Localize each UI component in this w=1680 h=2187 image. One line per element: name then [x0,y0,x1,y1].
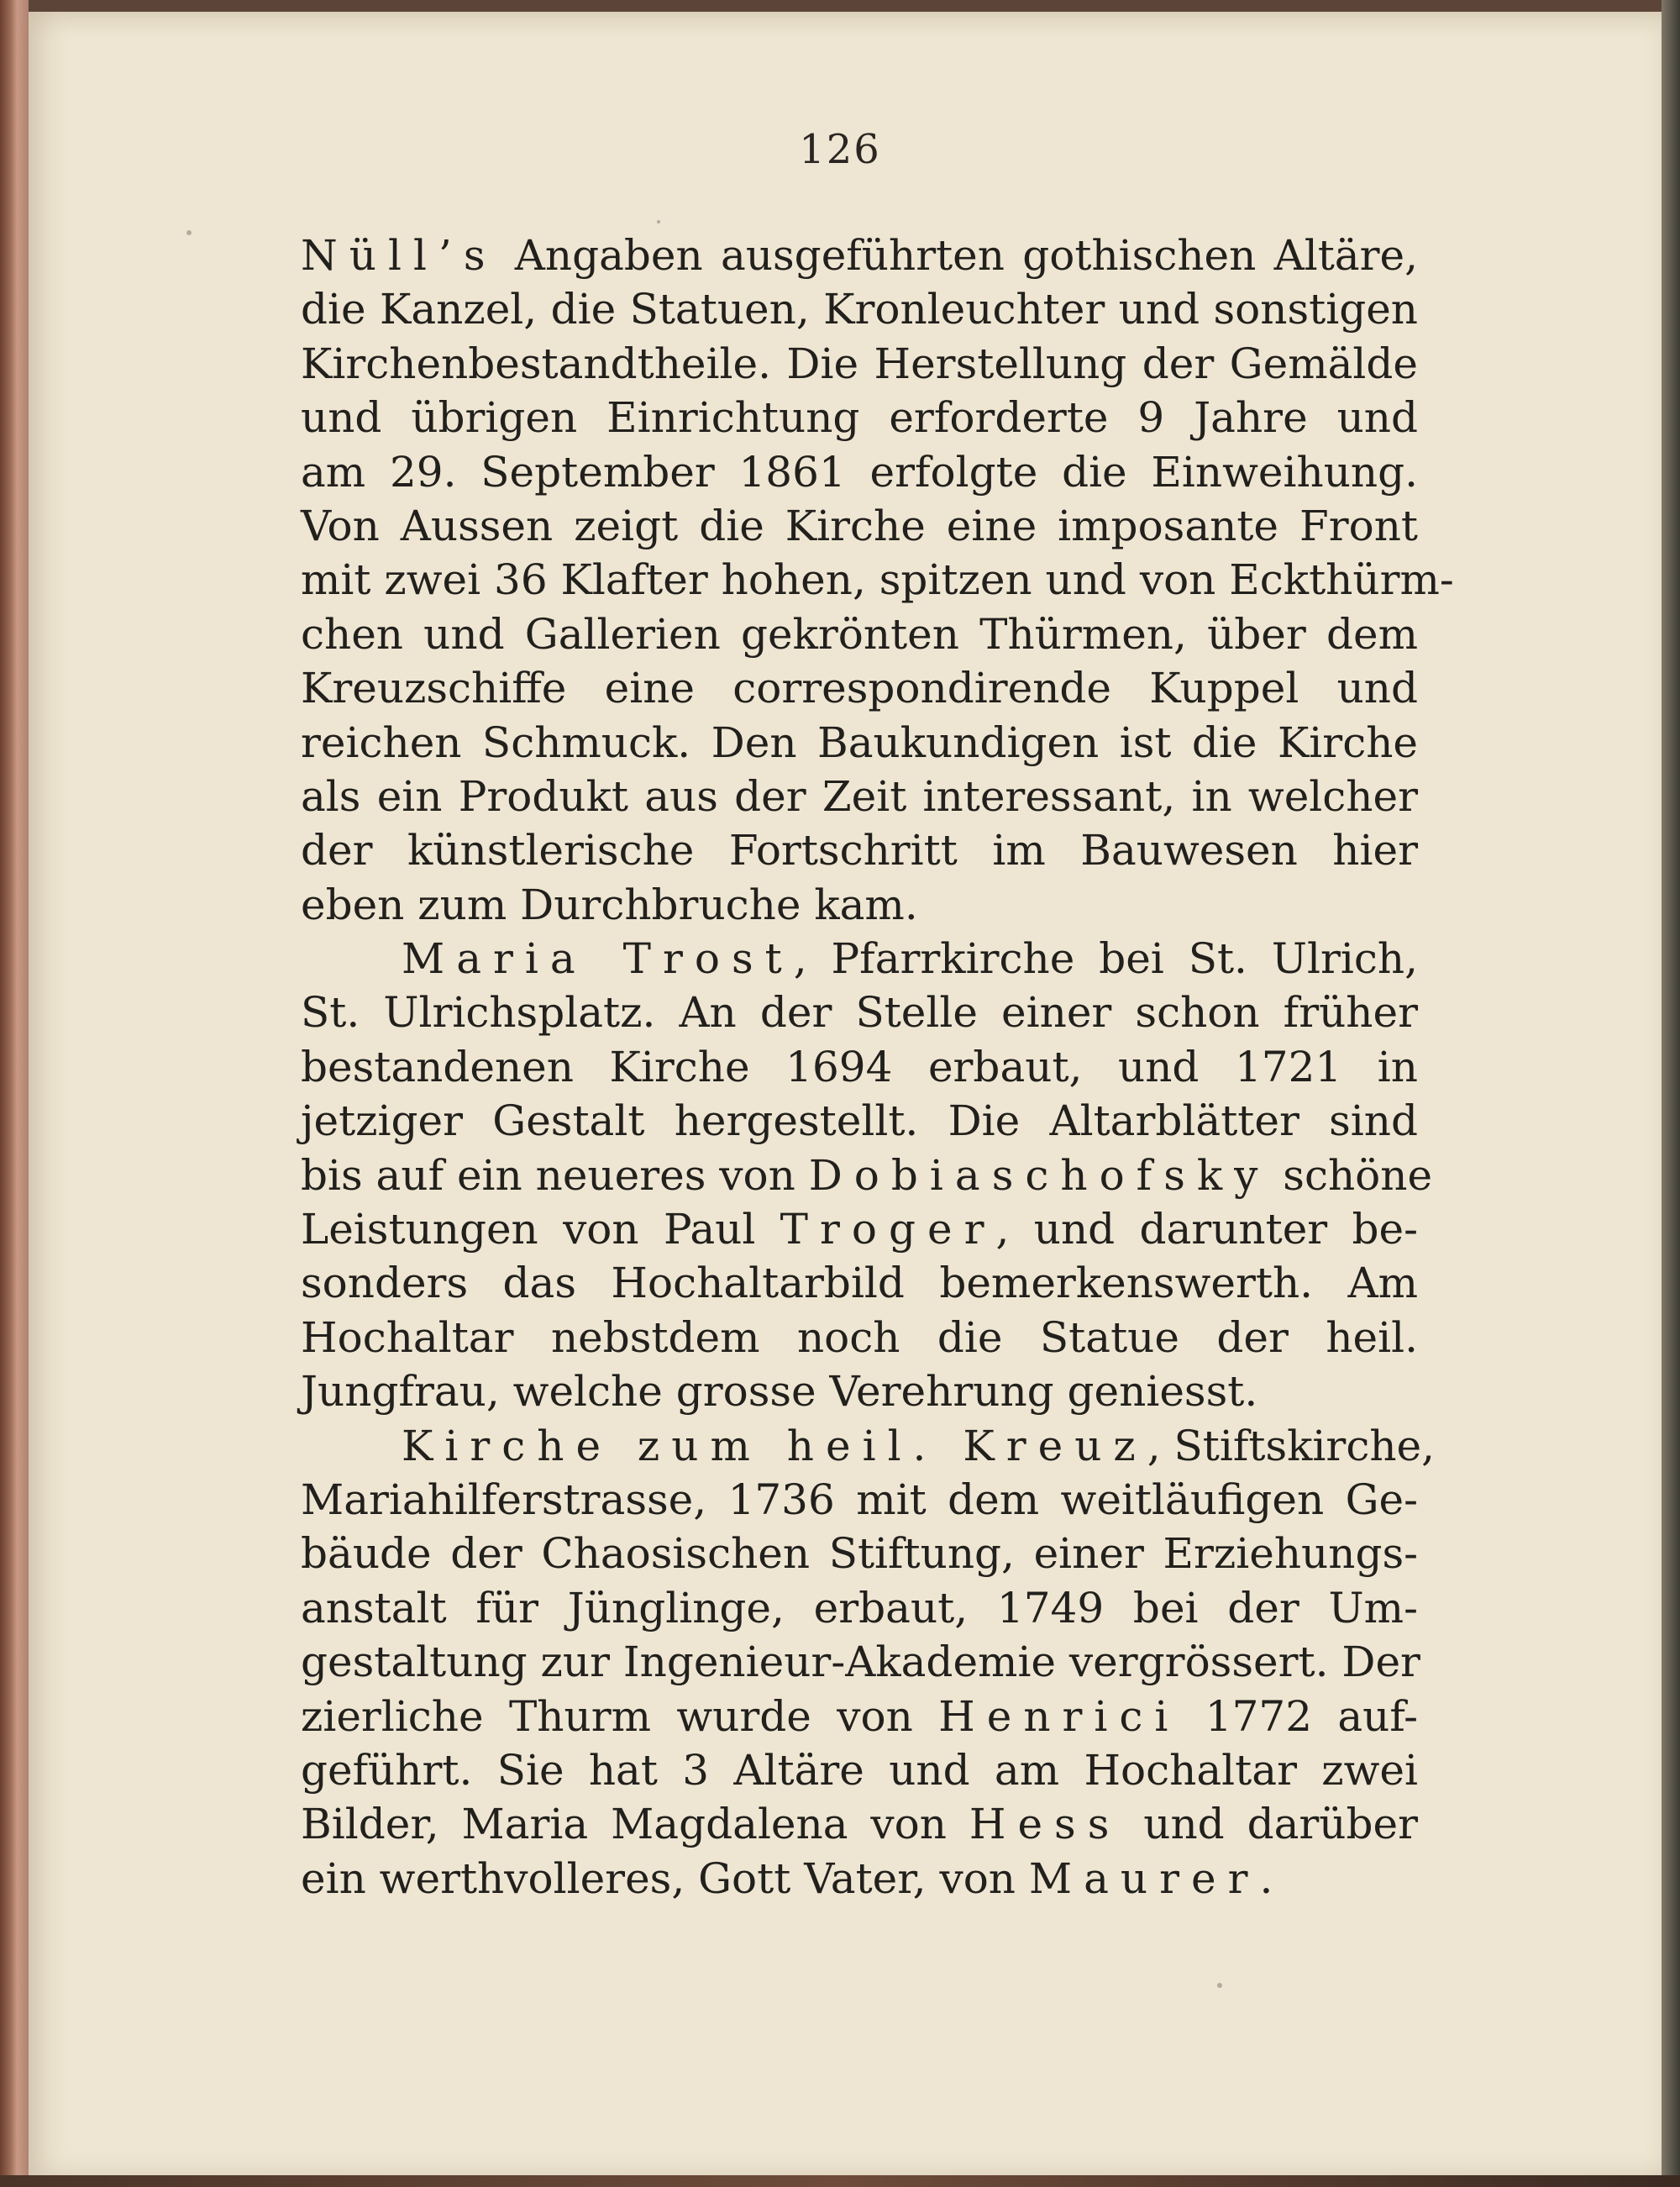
spaced-name: Maria Trost [402,934,794,984]
body-text [301,229,1454,1906]
text-segment: ein werthvolleres, Gott Vater, von [301,1853,1029,1903]
text-segment: St. Ulrichsplatz. An der Stelle einer schon früher [301,988,1418,1038]
text-segment: der künstlerische Fortschritt im Bauwesen hier [301,826,1418,875]
text-segment: als ein Produkt aus der Zeit interessant, in welcher [301,771,1418,821]
text-segment: bestandenen Kirche 1694 erbaut, und 1721 in [301,1042,1418,1091]
paragraph [301,1419,1436,1906]
text-line [301,1690,1418,1743]
text-line [301,391,1418,444]
paragraph [301,932,1433,1419]
text-segment: , und darunter be- [995,1205,1419,1254]
text-segment: reichen Schmuck. Den Baukundigen ist die Kirche [301,718,1418,767]
text-segment: Angaben ausgeführten gothischen Altäre, [496,231,1418,280]
text-line [301,1040,1418,1094]
text-line [301,1527,1418,1580]
text-segment: Kirchenbestandtheile. Die Herstellung der Gemälde [301,339,1418,388]
text-segment: mit zwei 36 Klafter hohen, spitzen und von Eckthürm- [301,555,1454,605]
text-line [301,716,1418,770]
text-segment: Bilder, Maria Magdalena von [301,1800,969,1849]
text-line [301,1797,1418,1851]
text-segment: chen und Gallerien gekrönten Thürmen, über dem [301,609,1418,659]
paper-speck [657,220,660,223]
text-segment: gestaltung zur Ingenieur-Akademie vergrössert. Der [301,1638,1420,1687]
text-segment: Von Aussen zeigt die Kirche eine imposante Front [301,501,1418,550]
text-line [301,1419,1436,1473]
text-line [301,445,1418,499]
text-line [301,1364,1418,1418]
page-right-edge [1662,0,1680,2187]
text-line [301,229,1418,282]
page-top-edge [0,0,1680,12]
text-line [301,499,1418,553]
spaced-name: Dobiaschofsky [808,1150,1270,1200]
page-number: 126 [799,126,881,173]
spaced-name: Maurer [1028,1853,1260,1903]
spaced-name: Kirche zum heil. Kreuz [402,1421,1147,1470]
text-line [301,1473,1418,1527]
text-segment: schöne [1269,1150,1433,1200]
text-segment: Leistungen von Paul [301,1205,780,1254]
text-segment: Hochaltar nebstdem noch die Statue der heil. [301,1312,1418,1362]
text-line [301,1581,1418,1635]
text-line [301,1094,1418,1148]
text-segment: Mariahilferstrasse, 1736 mit dem weitläufigen Ge- [301,1475,1418,1524]
paper-speck [1217,1983,1222,1988]
text-segment: sonders das Hochaltarbild bemerkenswerth. Am [301,1259,1418,1308]
text-segment: bäude der Chaosischen Stiftung, einer Erziehungs- [301,1529,1418,1579]
text-segment: zierliche Thurm wurde von [301,1691,939,1741]
text-line [301,607,1418,661]
text-line [301,1202,1418,1256]
text-line [301,1149,1433,1202]
text-segment: und darüber [1121,1800,1418,1849]
spaced-name: Hess [969,1800,1121,1849]
text-line [301,1743,1418,1797]
text-segment: eben zum Durchbruche kam. [301,880,918,929]
paragraph [301,229,1454,932]
text-segment: anstalt für Jünglinge, erbaut, 1749 bei der Um- [301,1583,1418,1632]
text-segment: jetziger Gestalt hergestellt. Die Altarblätter sind [301,1096,1418,1146]
text-segment: bis auf ein neueres von [301,1150,809,1200]
text-line [301,661,1418,715]
text-line [301,1256,1418,1310]
text-line [301,1635,1418,1689]
text-line [301,986,1418,1039]
text-line [301,770,1418,823]
spaced-name: Henrici [938,1691,1180,1741]
book-binding-edge [0,0,29,2187]
text-line [301,553,1454,607]
text-segment: und übrigen Einrichtung erforderte 9 Jahre und [301,393,1418,443]
paper-speck [186,230,192,235]
text-segment: am 29. September 1861 erfolgte die Einweihung. [301,447,1418,497]
text-segment: . [1259,1853,1273,1903]
text-line [301,1852,1418,1906]
text-segment: 1772 auf- [1179,1691,1418,1741]
text-line [301,878,1418,932]
text-segment: Jungfrau, welche grosse Verehrung geniesst. [301,1367,1258,1417]
text-segment: Kreuzschiffe eine correspondirende Kuppel und [301,664,1418,713]
text-segment: , Stiftskirche, [1147,1421,1436,1470]
text-line [301,337,1418,391]
text-line [301,282,1418,336]
text-segment: , Pfarrkirche bei St. Ulrich, [793,934,1418,984]
text-line [301,823,1418,877]
text-segment: geführt. Sie hat 3 Altäre und am Hochaltar zwei [301,1745,1418,1795]
text-line [301,1311,1418,1364]
text-line [301,932,1418,986]
spaced-name: Nüll’s [301,231,497,280]
spaced-name: Troger [780,1205,996,1254]
page-bottom-edge [0,2175,1680,2187]
text-segment: die Kanzel, die Statuen, Kronleuchter und sonstigen [301,285,1418,334]
